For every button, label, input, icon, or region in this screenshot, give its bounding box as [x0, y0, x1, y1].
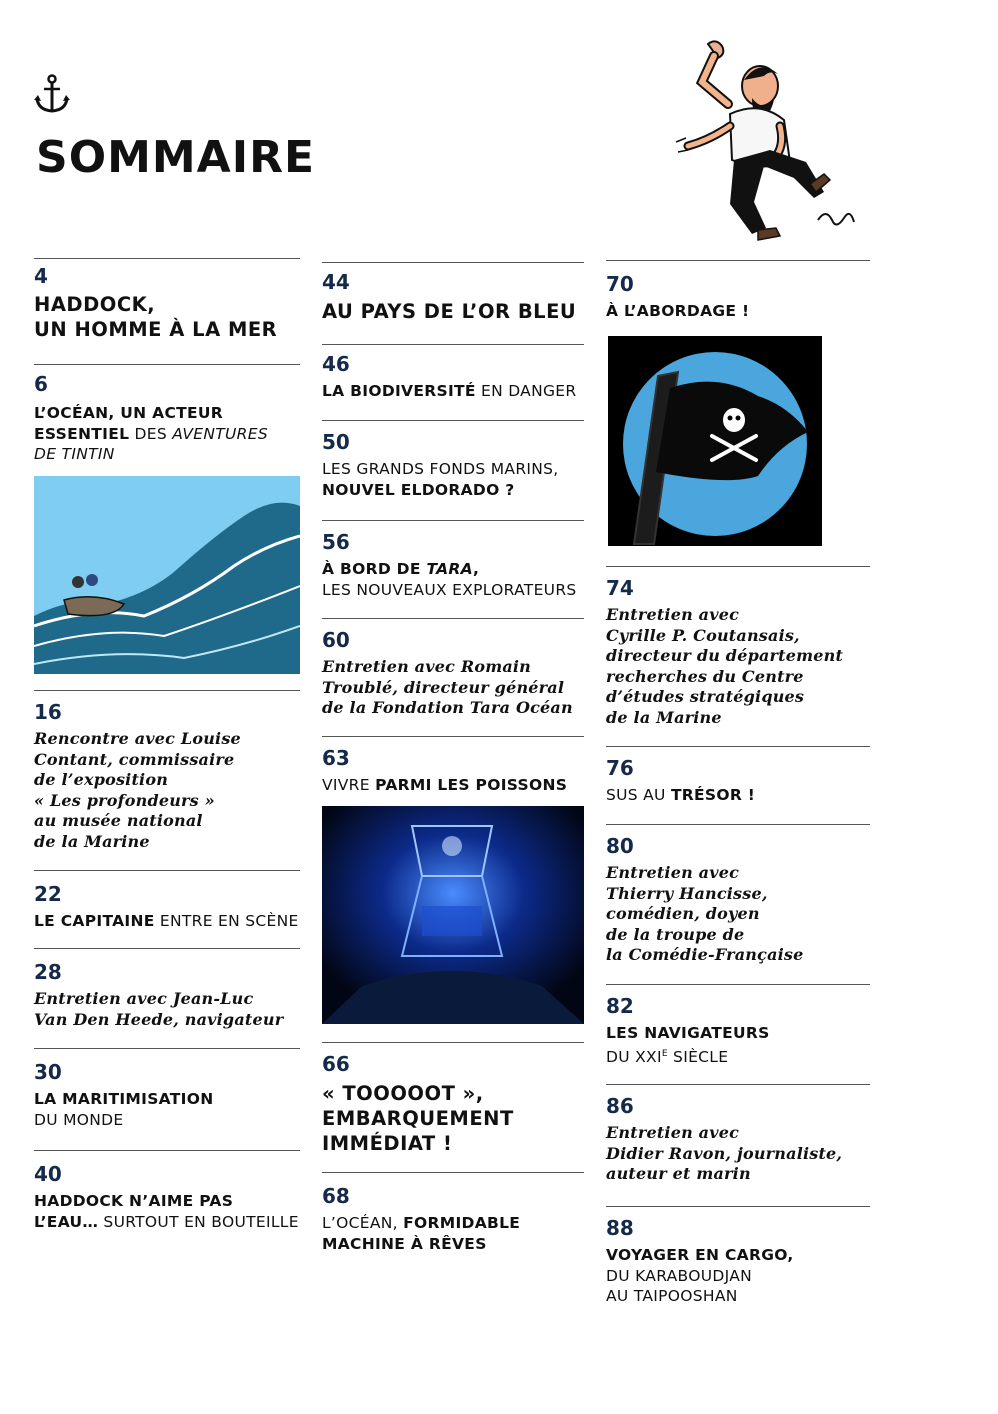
sea-storm-illustration — [34, 476, 300, 674]
underwater-base-photo — [322, 806, 584, 1024]
page-number: 46 — [322, 352, 350, 376]
page-number: 63 — [322, 746, 350, 770]
page-number: 80 — [606, 834, 634, 858]
toc-entry[interactable]: 60 Entretien avec Romain Troublé, directeur général de la Fondation Tara Océan — [322, 618, 584, 719]
toc-entry[interactable]: 63 VIVRE PARMI LES POISSONS — [322, 736, 584, 796]
toc-entry[interactable]: 88 VOYAGER EN CARGO, DU KARABOUDJAN AU TAIPOOSHAN — [606, 1206, 870, 1307]
page-number: 68 — [322, 1184, 350, 1208]
page-title: SOMMAIRE — [36, 132, 316, 183]
toc-entry[interactable]: 46 LA BIODIVERSITÉ EN DANGER — [322, 344, 584, 402]
page-number: 40 — [34, 1162, 62, 1186]
toc-entry[interactable]: 74 Entretien avec Cyrille P. Coutansais, directeur du département recherches du Centre d’études stratégiques de la Marine — [606, 566, 870, 728]
page-number: 28 — [34, 960, 62, 984]
toc-entry[interactable]: 44 AU PAYS DE L’OR BLEU — [322, 262, 584, 324]
toc-entry[interactable]: 82 LES NAVIGATEURS DU $XXI^E$ SIÈCLE — [606, 984, 870, 1067]
toc-entry[interactable]: 68 L’OCÉAN, FORMIDABLE MACHINE À RÊVES — [322, 1172, 584, 1254]
page-number: 76 — [606, 756, 634, 780]
toc-entry[interactable]: 86 Entretien avec Didier Ravon, journaliste, auteur et marin — [606, 1084, 870, 1185]
toc-entry[interactable]: 50 LES GRANDS FONDS MARINS, NOUVEL ELDORADO ? — [322, 420, 584, 500]
toc-entry[interactable]: 80 Entretien avec Thierry Hancisse, comédien, doyen de la troupe de la Comédie-Française — [606, 824, 870, 966]
page-number: 70 — [606, 272, 634, 296]
pirate-flag-illustration — [608, 336, 822, 546]
page-number: 6 — [34, 372, 48, 396]
page-number: 66 — [322, 1052, 350, 1076]
anchor-icon — [34, 74, 70, 114]
toc-entry[interactable]: 6 L’OCÉAN, UN ACTEUR ESSENTIEL DES AVENTURES DE TINTIN — [34, 364, 300, 465]
toc-entry[interactable]: 28 Entretien avec Jean-Luc Van Den Heede, navigateur — [34, 948, 300, 1030]
page-number: 74 — [606, 576, 634, 600]
page-number: 86 — [606, 1094, 634, 1118]
page-number: 16 — [34, 700, 62, 724]
page-number: 88 — [606, 1216, 634, 1240]
toc-entry[interactable]: 30 LA MARITIMISATION DU MONDE — [34, 1048, 300, 1130]
toc-entry[interactable]: 22 LE CAPITAINE ENTRE EN SCÈNE — [34, 870, 300, 932]
page-number: 60 — [322, 628, 350, 652]
toc-entry[interactable]: 70 À L’ABORDAGE ! — [606, 260, 870, 322]
page-number: 22 — [34, 882, 62, 906]
page-number: 50 — [322, 430, 350, 454]
toc-entry[interactable]: 16 Rencontre avec Louise Contant, commissaire de l’exposition « Les profondeurs » au musée national de la Marine — [34, 690, 300, 852]
page-number: 30 — [34, 1060, 62, 1084]
page-number: 82 — [606, 994, 634, 1018]
toc-entry[interactable]: 40 HADDOCK N’AIME PAS L’EAU… SURTOUT EN BOUTEILLE — [34, 1150, 300, 1232]
toc-entry[interactable]: 66 « TOOOOOT », EMBARQUEMENT IMMÉDIAT ! — [322, 1042, 584, 1156]
captain-haddock-illustration — [668, 34, 868, 256]
toc-entry[interactable]: 56 À BORD DE TARA, LES NOUVEAUX EXPLORATEURS — [322, 520, 584, 600]
page-number: 4 — [34, 264, 48, 288]
toc-entry[interactable]: 76 SUS AU TRÉSOR ! — [606, 746, 870, 806]
toc-entry[interactable]: 4 HADDOCK, UN HOMME À LA MER — [34, 258, 300, 342]
page-number: 44 — [322, 270, 350, 294]
page-number: 56 — [322, 530, 350, 554]
